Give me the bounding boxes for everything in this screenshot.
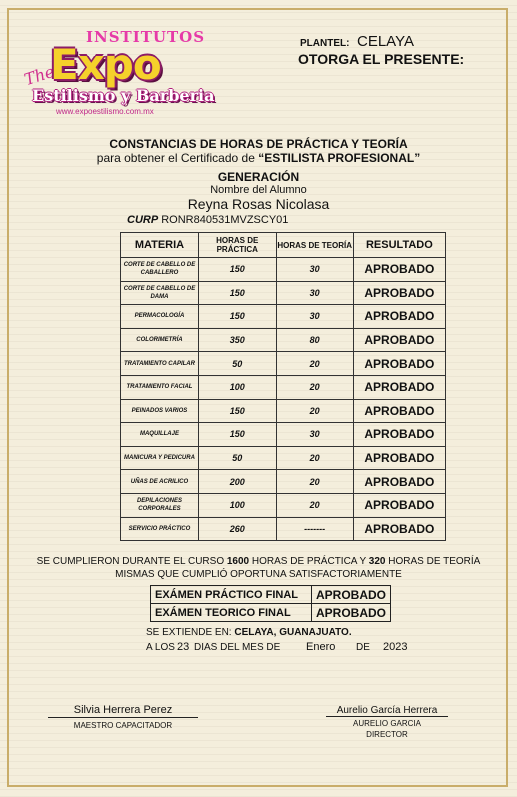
logo-the-text: The <box>21 61 57 90</box>
summary-theory-total: 320 <box>368 556 386 567</box>
place-value: CELAYA, GUANAJUATO. <box>234 627 352 638</box>
result: APROBADO <box>353 305 445 329</box>
summary-part-1: SE CUMPLIERON DURANTE EL CURSO <box>36 556 227 567</box>
table-row <box>121 375 446 399</box>
document-subtitle <box>0 151 517 165</box>
subject-name: CORTE DE CABELLO DE DAMA <box>121 281 199 305</box>
exam-row <box>151 586 391 604</box>
left-signature-line <box>48 717 198 718</box>
header-teoria: HORAS DE TEORÍA <box>276 233 353 258</box>
exam-result: APROBADO <box>312 604 391 622</box>
summary-line-1 <box>0 556 517 567</box>
table-row <box>121 446 446 470</box>
practice-hours: 200 <box>198 470 276 494</box>
generation-label: GENERACIÓN <box>217 170 300 184</box>
theory-hours: 20 <box>276 352 353 376</box>
table-row <box>121 423 446 447</box>
table-row <box>121 258 446 282</box>
table-row <box>121 305 446 329</box>
logo-brand-text: Expo <box>50 40 161 89</box>
date-line <box>146 641 416 655</box>
result: APROBADO <box>353 493 445 517</box>
table-row <box>121 281 446 305</box>
plantel-label: PLANTEL: <box>300 38 350 49</box>
theory-hours: 30 <box>276 305 353 329</box>
header-resultado: RESULTADO <box>353 233 445 258</box>
date-day: 23 <box>177 641 190 653</box>
table-row <box>121 352 446 376</box>
practice-hours: 150 <box>198 423 276 447</box>
logo-institutos-text: INSTITUTOS <box>86 28 206 46</box>
result: APROBADO <box>353 470 445 494</box>
summary-part-3: HORAS DE TEORÍA <box>385 556 481 567</box>
theory-hours: 30 <box>276 281 353 305</box>
right-signature-line <box>326 716 448 717</box>
summary-line-2: MISMAS QUE CUMPLIÓ OPORTUNA SATISFACTORIAMENTE <box>115 569 402 580</box>
date-year: 2023 <box>383 641 408 653</box>
right-signature-name-2: AURELIO GARCIA <box>352 719 421 728</box>
result: APROBADO <box>353 375 445 399</box>
practice-hours: 50 <box>198 352 276 376</box>
date-middle: DIAS DEL MES DE <box>194 642 281 653</box>
logo-url: www.expoestilismo.com.mx <box>56 107 154 116</box>
subtitle-prefix: para obtener el Certificado de <box>96 151 259 165</box>
result: APROBADO <box>353 328 445 352</box>
subject-name: CORTE DE CABELLO DE CABALLERO <box>121 258 199 282</box>
result: APROBADO <box>353 399 445 423</box>
theory-hours: 30 <box>276 258 353 282</box>
result: APROBADO <box>353 517 445 541</box>
header-practica: HORAS DE PRÁCTICA <box>198 233 276 258</box>
summary-part-2: HORAS DE PRÁCTICA Y <box>249 556 369 567</box>
practice-hours: 150 <box>198 258 276 282</box>
subject-name: SERVICIO PRÁCTICO <box>121 517 199 541</box>
grades-table <box>120 232 446 541</box>
header-materia: MATERIA <box>121 233 199 258</box>
theory-hours: ------- <box>276 517 353 541</box>
theory-hours: 30 <box>276 423 353 447</box>
left-signature-role: MAESTRO CAPACITADOR <box>73 721 173 730</box>
theory-hours: 20 <box>276 399 353 423</box>
result: APROBADO <box>353 352 445 376</box>
subject-name: UÑAS DE ACRILICO <box>121 470 199 494</box>
table-row <box>121 493 446 517</box>
practice-hours: 150 <box>198 281 276 305</box>
subject-name: MANICURA Y PEDICURA <box>121 446 199 470</box>
curp-label: CURP <box>127 214 159 226</box>
result: APROBADO <box>353 423 445 447</box>
result: APROBADO <box>353 258 445 282</box>
name-label: Nombre del Alumno <box>210 184 307 196</box>
practice-hours: 100 <box>198 493 276 517</box>
practice-hours: 50 <box>198 446 276 470</box>
theory-hours: 20 <box>276 375 353 399</box>
date-prefix: A LOS <box>146 642 175 653</box>
table-row <box>121 470 446 494</box>
subtitle-bold: “ESTILISTA PROFESIONAL” <box>258 151 421 165</box>
subject-name: TRATAMIENTO CAPILAR <box>121 352 199 376</box>
document-title: CONSTANCIAS DE HORAS DE PRÁCTICA Y TEORÍA <box>109 137 408 151</box>
theory-hours: 80 <box>276 328 353 352</box>
practice-hours: 150 <box>198 399 276 423</box>
exam-row <box>151 604 391 622</box>
left-signature-name: Silvia Herrera Perez <box>73 704 173 716</box>
subject-name: PERMACOLOGÍA <box>121 305 199 329</box>
theory-hours: 20 <box>276 493 353 517</box>
subject-name: TRATAMIENTO FACIAL <box>121 375 199 399</box>
subject-name: COLORIMETRÍA <box>121 328 199 352</box>
table-row <box>121 328 446 352</box>
curp-value: RONR840531MVZSCY01 <box>161 214 289 226</box>
result: APROBADO <box>353 446 445 470</box>
subject-name: PEINADOS VARIOS <box>121 399 199 423</box>
exam-results-table <box>150 585 391 622</box>
subject-name: DEPILACIONES CORPORALES <box>121 493 199 517</box>
date-de: DE <box>356 642 370 653</box>
result: APROBADO <box>353 281 445 305</box>
subject-name: MAQUILLAJE <box>121 423 199 447</box>
exam-label: EXÁMEN PRÁCTICO FINAL <box>151 586 312 604</box>
summary-practice-total: 1600 <box>226 556 250 567</box>
otorga-heading: OTORGA EL PRESENTE: <box>298 51 465 67</box>
exam-result: APROBADO <box>312 586 391 604</box>
table-row <box>121 517 446 541</box>
practice-hours: 260 <box>198 517 276 541</box>
right-signature-role: DIRECTOR <box>366 730 408 739</box>
place-line <box>146 627 352 638</box>
practice-hours: 100 <box>198 375 276 399</box>
grades-header-row <box>121 233 446 258</box>
theory-hours: 20 <box>276 470 353 494</box>
student-name: Reyna Rosas Nicolasa <box>187 196 330 212</box>
theory-hours: 20 <box>276 446 353 470</box>
practice-hours: 350 <box>198 328 276 352</box>
exam-label: EXÁMEN TEORICO FINAL <box>151 604 312 622</box>
logo-subtitle: Estilismo y Barberia <box>32 86 215 105</box>
curp-line <box>127 214 288 226</box>
practice-hours: 150 <box>198 305 276 329</box>
institute-logo <box>16 22 215 117</box>
plantel-value: CELAYA <box>357 33 414 50</box>
table-row <box>121 399 446 423</box>
place-label: SE EXTIENDE EN: <box>146 627 235 638</box>
right-signature-name: Aurelio García Herrera <box>336 705 438 716</box>
date-month: Enero <box>306 641 336 653</box>
